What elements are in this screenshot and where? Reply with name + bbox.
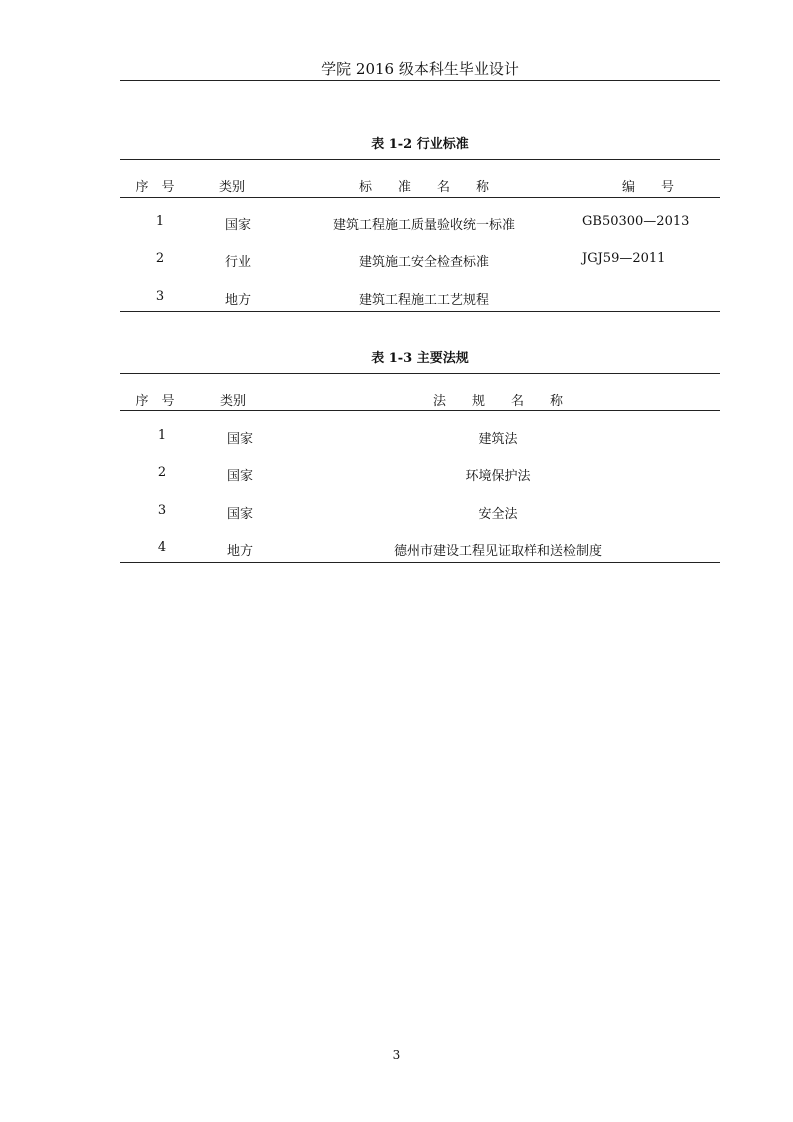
- table2-header-category: 类别: [219, 394, 247, 409]
- table1-cell-index: 2: [155, 251, 165, 266]
- table1-cell-index: 3: [155, 289, 165, 304]
- table2-cell-category: 国家: [226, 432, 254, 447]
- table2-cell-name: 建筑法: [478, 432, 518, 447]
- table2-cell-category: 国家: [226, 469, 254, 484]
- table2-cell-name: 环境保护法: [465, 469, 531, 484]
- page-header: 学院 2016 级本科生毕业设计: [321, 60, 519, 78]
- table1-header-rule: [120, 197, 720, 198]
- table1-cell-name: 建筑工程施工质量验收统一标准: [332, 218, 516, 233]
- table1-cell-code: GB50300—2013: [582, 214, 690, 229]
- page-number: 3: [392, 1048, 401, 1062]
- table2-cell-category: 国家: [226, 507, 254, 522]
- table2-cell-index: 2: [157, 465, 167, 480]
- table2-cell-name: 德州市建设工程见证取样和送检制度: [393, 544, 603, 559]
- header-rule: [120, 80, 720, 81]
- table1-header-category: 类别: [218, 180, 246, 195]
- table2-caption: 表 1-3 主要法规: [371, 351, 469, 366]
- table1-cell-code: JGJ59—2011: [582, 251, 666, 266]
- table1-cell-category: 国家: [224, 218, 252, 233]
- table2-bottom-rule: [120, 562, 720, 563]
- table1-cell-name: 建筑施工安全检查标准: [358, 255, 490, 270]
- table2-cell-index: 1: [157, 428, 167, 443]
- table2-cell-category: 地方: [226, 544, 254, 559]
- table1-cell-index: 1: [155, 214, 165, 229]
- table1-header-index: 序 号: [135, 180, 175, 195]
- table2-cell-name: 安全法: [478, 507, 518, 522]
- table2-cell-index: 3: [157, 503, 167, 518]
- table1-cell-name: 建筑工程施工工艺规程: [358, 293, 490, 308]
- table2-cell-index: 4: [157, 540, 167, 555]
- table1-cell-category: 行业: [224, 255, 252, 270]
- table2-top-rule: [120, 373, 720, 374]
- table2-header-rule: [120, 410, 720, 411]
- table2-header-index: 序 号: [135, 394, 175, 409]
- table1-header-code: 编 号: [621, 180, 675, 195]
- table1-top-rule: [120, 159, 720, 160]
- table1-caption: 表 1-2 行业标准: [371, 137, 469, 152]
- table2-header-name: 法 规 名 称: [432, 394, 564, 409]
- table1-bottom-rule: [120, 311, 720, 312]
- table1-header-name: 标 准 名 称: [358, 180, 490, 195]
- table1-cell-category: 地方: [224, 293, 252, 308]
